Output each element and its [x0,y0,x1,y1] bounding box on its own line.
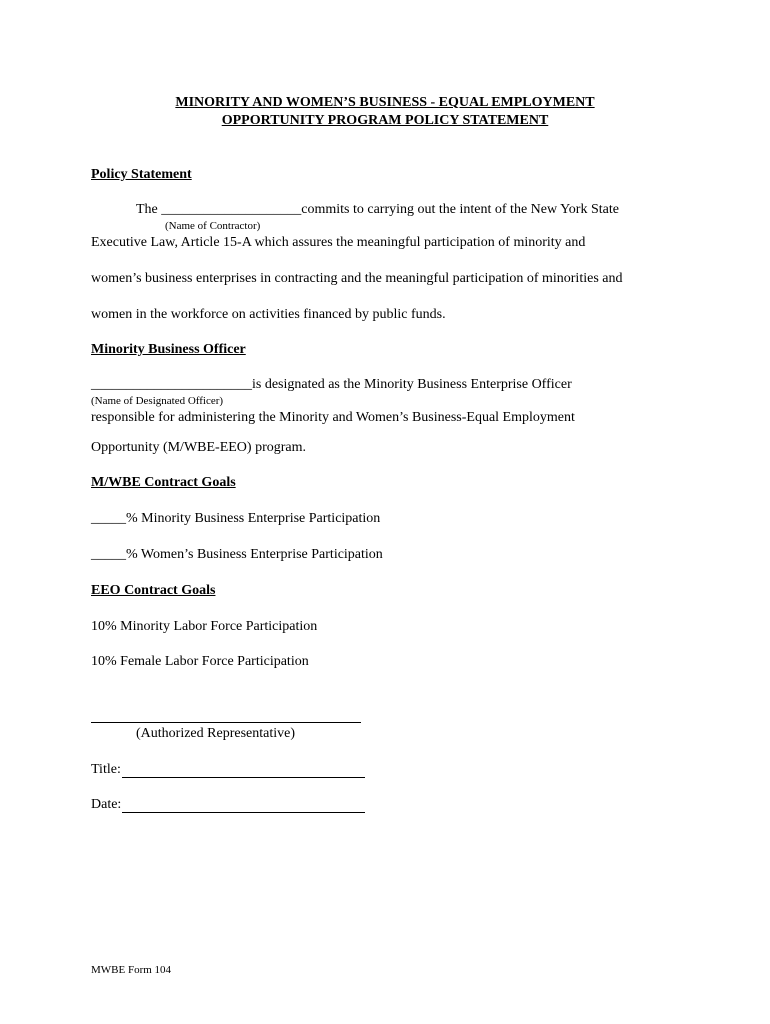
form-title-line1: MINORITY AND WOMEN’S BUSINESS - EQUAL EMPLOYMENT [175,95,595,110]
policy-line2: Executive Law, Article 15-A which assures the meaningful participation of minority and [91,235,586,250]
policy-line4: women in the workforce on activities financed by public funds. [91,307,446,322]
contractor-caption: (Name of Contractor) [165,220,261,232]
officer-designated-text: is designated as the Minority Business Enterprise Officer [252,377,572,392]
policy-commit-text: commits to carrying out the intent of the New York State [301,202,619,217]
policy-prefix: The [136,202,158,217]
form-title-line2: OPPORTUNITY PROGRAM POLICY STATEMENT [221,113,549,128]
date-label: Date: [91,797,122,812]
authorized-representative-caption: (Authorized Representative) [136,726,295,741]
policy-statement-heading: Policy Statement [91,167,192,182]
wbe-participation-field[interactable]: _____% Women’s Business Enterprise Participation [91,547,383,562]
officer-line1 [91,377,572,393]
policy-line1 [136,202,619,218]
female-labor-force-goal: 10% Female Labor Force Participation [91,654,309,669]
officer-line3: Opportunity (M/WBE-EEO) program. [91,440,307,455]
mwbe-contract-goals-heading: M/WBE Contract Goals [91,475,236,490]
form-number: MWBE Form 104 [91,964,172,976]
eeo-contract-goals-heading: EEO Contract Goals [91,583,216,598]
date-field[interactable] [122,812,365,813]
contractor-name-field[interactable]: ____________________ [161,202,302,217]
officer-line2: responsible for administering the Minority and Women’s Business-Equal Employment [91,410,575,425]
title-field[interactable] [122,777,365,778]
mbe-participation-field[interactable]: _____% Minority Business Enterprise Participation [91,511,381,526]
minority-business-officer-heading: Minority Business Officer [91,342,246,357]
designated-officer-name-field[interactable]: _______________________ [91,377,252,392]
policy-line3: women’s business enterprises in contracting and the meaningful participation of minorities and [91,271,623,286]
officer-caption: (Name of Designated Officer) [91,395,224,407]
title-label: Title: [91,762,121,777]
authorized-representative-signature-line[interactable] [91,722,361,723]
minority-labor-force-goal: 10% Minority Labor Force Participation [91,619,318,634]
